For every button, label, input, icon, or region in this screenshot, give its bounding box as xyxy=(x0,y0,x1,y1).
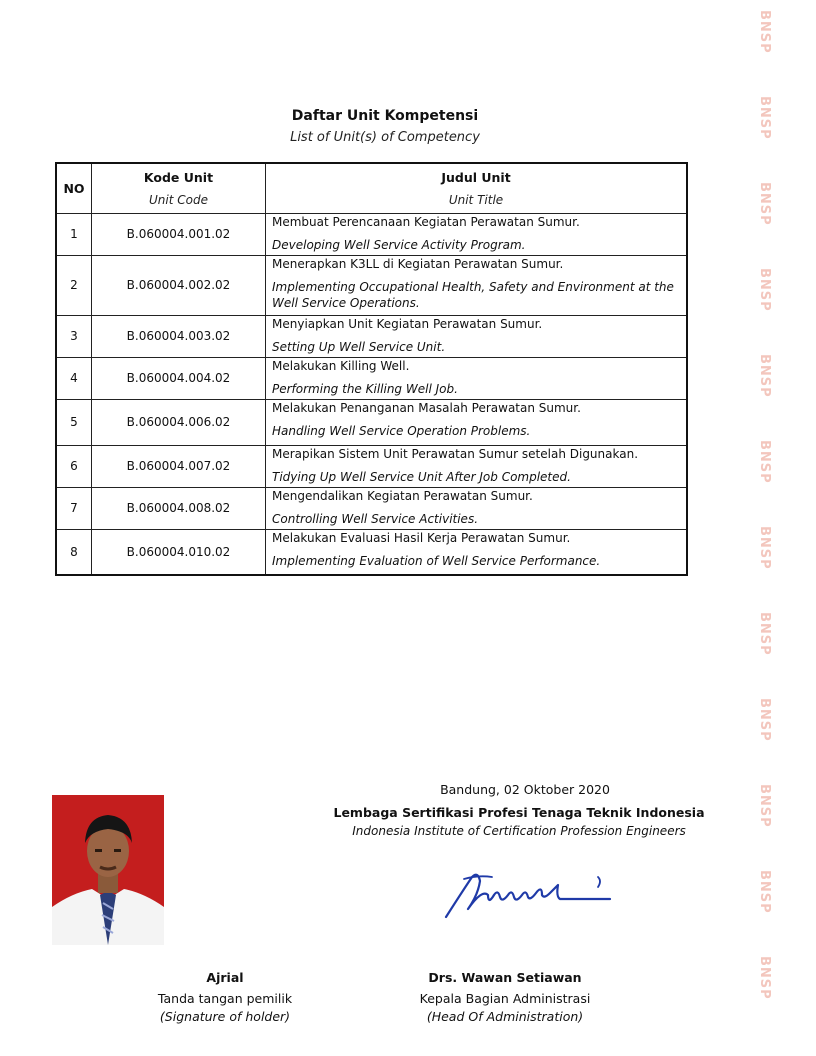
watermark-text: BNSP xyxy=(757,354,772,398)
unit-number: 6 xyxy=(56,445,92,487)
watermark-text: BNSP xyxy=(757,784,772,828)
institution-name: Lembaga Sertifikasi Profesi Tenaga Teknik Indonesia xyxy=(333,805,705,820)
signatory-name: Drs. Wawan Setiawan xyxy=(428,970,582,985)
unit-title xyxy=(266,315,688,357)
unit-title xyxy=(266,529,688,575)
watermark-text: BNSP xyxy=(757,268,772,312)
table-header-row xyxy=(56,163,687,213)
watermark-text: BNSP xyxy=(757,182,772,226)
unit-code: B.060004.004.02 xyxy=(92,357,266,399)
header-title xyxy=(266,163,688,213)
unit-number: 2 xyxy=(56,255,92,315)
header-code-id: Kode Unit xyxy=(143,169,214,185)
table-row xyxy=(56,487,687,529)
watermark-text: BNSP xyxy=(757,956,772,1000)
handwritten-signature-image xyxy=(438,865,618,925)
unit-title-en: Implementing Occupational Health, Safety and Environment at the Well Service Operations. xyxy=(272,279,674,310)
bnsp-watermark xyxy=(742,0,772,1056)
signatory-role-en: (Head Of Administration) xyxy=(426,1009,584,1024)
institution-name-en: Indonesia Institute of Certification Profession Engineers xyxy=(352,824,686,838)
unit-code: B.060004.008.02 xyxy=(92,487,266,529)
holder-photo xyxy=(52,795,164,945)
unit-title xyxy=(266,213,688,255)
unit-number: 4 xyxy=(56,357,92,399)
table-row xyxy=(56,529,687,575)
table-row xyxy=(56,399,687,445)
unit-code: B.060004.006.02 xyxy=(92,399,266,445)
unit-code: B.060004.007.02 xyxy=(92,445,266,487)
watermark-text: BNSP xyxy=(757,870,772,914)
table-row xyxy=(56,255,687,315)
unit-title-en: Implementing Evaluation of Well Service Performance. xyxy=(272,553,601,568)
signatory-role: Kepala Bagian Administrasi xyxy=(419,991,591,1006)
unit-title xyxy=(266,445,688,487)
unit-code: B.060004.010.02 xyxy=(92,529,266,575)
table-row xyxy=(56,315,687,357)
table-row xyxy=(56,357,687,399)
holder-name: Ajrial xyxy=(206,970,244,985)
holder-role-en: (Signature of holder) xyxy=(159,1009,291,1024)
unit-code: B.060004.002.02 xyxy=(92,255,266,315)
unit-title-id: Melakukan Penanganan Masalah Perawatan Sumur. xyxy=(272,400,581,415)
holder-portrait-image xyxy=(52,795,164,945)
unit-title-id: Membuat Perencanaan Kegiatan Perawatan Sumur. xyxy=(272,214,580,229)
unit-title-id: Mengendalikan Kegiatan Perawatan Sumur. xyxy=(272,488,533,503)
competency-units-table xyxy=(55,162,688,576)
unit-title-en: Performing the Killing Well Job. xyxy=(272,381,458,396)
unit-title xyxy=(266,255,688,315)
unit-title-id: Melakukan Evaluasi Hasil Kerja Perawatan Sumur. xyxy=(272,530,571,545)
header-title-en: Unit Title xyxy=(448,192,504,207)
table-row xyxy=(56,445,687,487)
place-date: Bandung, 02 Oktober 2020 xyxy=(440,782,610,797)
unit-number: 7 xyxy=(56,487,92,529)
header-code-en: Unit Code xyxy=(149,192,208,207)
unit-title-en: Setting Up Well Service Unit. xyxy=(272,339,446,354)
unit-title-en: Controlling Well Service Activities. xyxy=(272,511,479,526)
unit-title-en: Handling Well Service Operation Problems. xyxy=(272,423,531,438)
watermark-text: BNSP xyxy=(757,10,772,54)
unit-title xyxy=(266,399,688,445)
unit-title-id: Menerapkan K3LL di Kegiatan Perawatan Sumur. xyxy=(272,256,564,271)
watermark-text: BNSP xyxy=(757,698,772,742)
unit-title-id: Merapikan Sistem Unit Perawatan Sumur setelah Digunakan. xyxy=(272,446,639,461)
unit-title-en: Developing Well Service Activity Program. xyxy=(272,237,526,252)
watermark-text: BNSP xyxy=(757,440,772,484)
unit-title-id: Melakukan Killing Well. xyxy=(272,358,410,373)
unit-title xyxy=(266,487,688,529)
page-title: Daftar Unit Kompetensi xyxy=(291,108,479,124)
signature xyxy=(438,865,618,925)
table-row xyxy=(56,213,687,255)
watermark-text: BNSP xyxy=(757,612,772,656)
watermark-text: BNSP xyxy=(757,96,772,140)
unit-code: B.060004.003.02 xyxy=(92,315,266,357)
unit-title xyxy=(266,357,688,399)
unit-title-en: Tidying Up Well Service Unit After Job Completed. xyxy=(272,469,571,484)
unit-number: 5 xyxy=(56,399,92,445)
header-code xyxy=(92,163,266,213)
unit-code: B.060004.001.02 xyxy=(92,213,266,255)
holder-role: Tanda tangan pemilik xyxy=(157,991,293,1006)
unit-number: 3 xyxy=(56,315,92,357)
unit-title-id: Menyiapkan Unit Kegiatan Perawatan Sumur. xyxy=(272,316,543,331)
page-subtitle: List of Unit(s) of Competency xyxy=(290,130,480,145)
watermark-text: BNSP xyxy=(757,526,772,570)
unit-number: 8 xyxy=(56,529,92,575)
header-title-id: Judul Unit xyxy=(441,169,511,185)
header-no: NO xyxy=(56,163,92,213)
unit-number: 1 xyxy=(56,213,92,255)
